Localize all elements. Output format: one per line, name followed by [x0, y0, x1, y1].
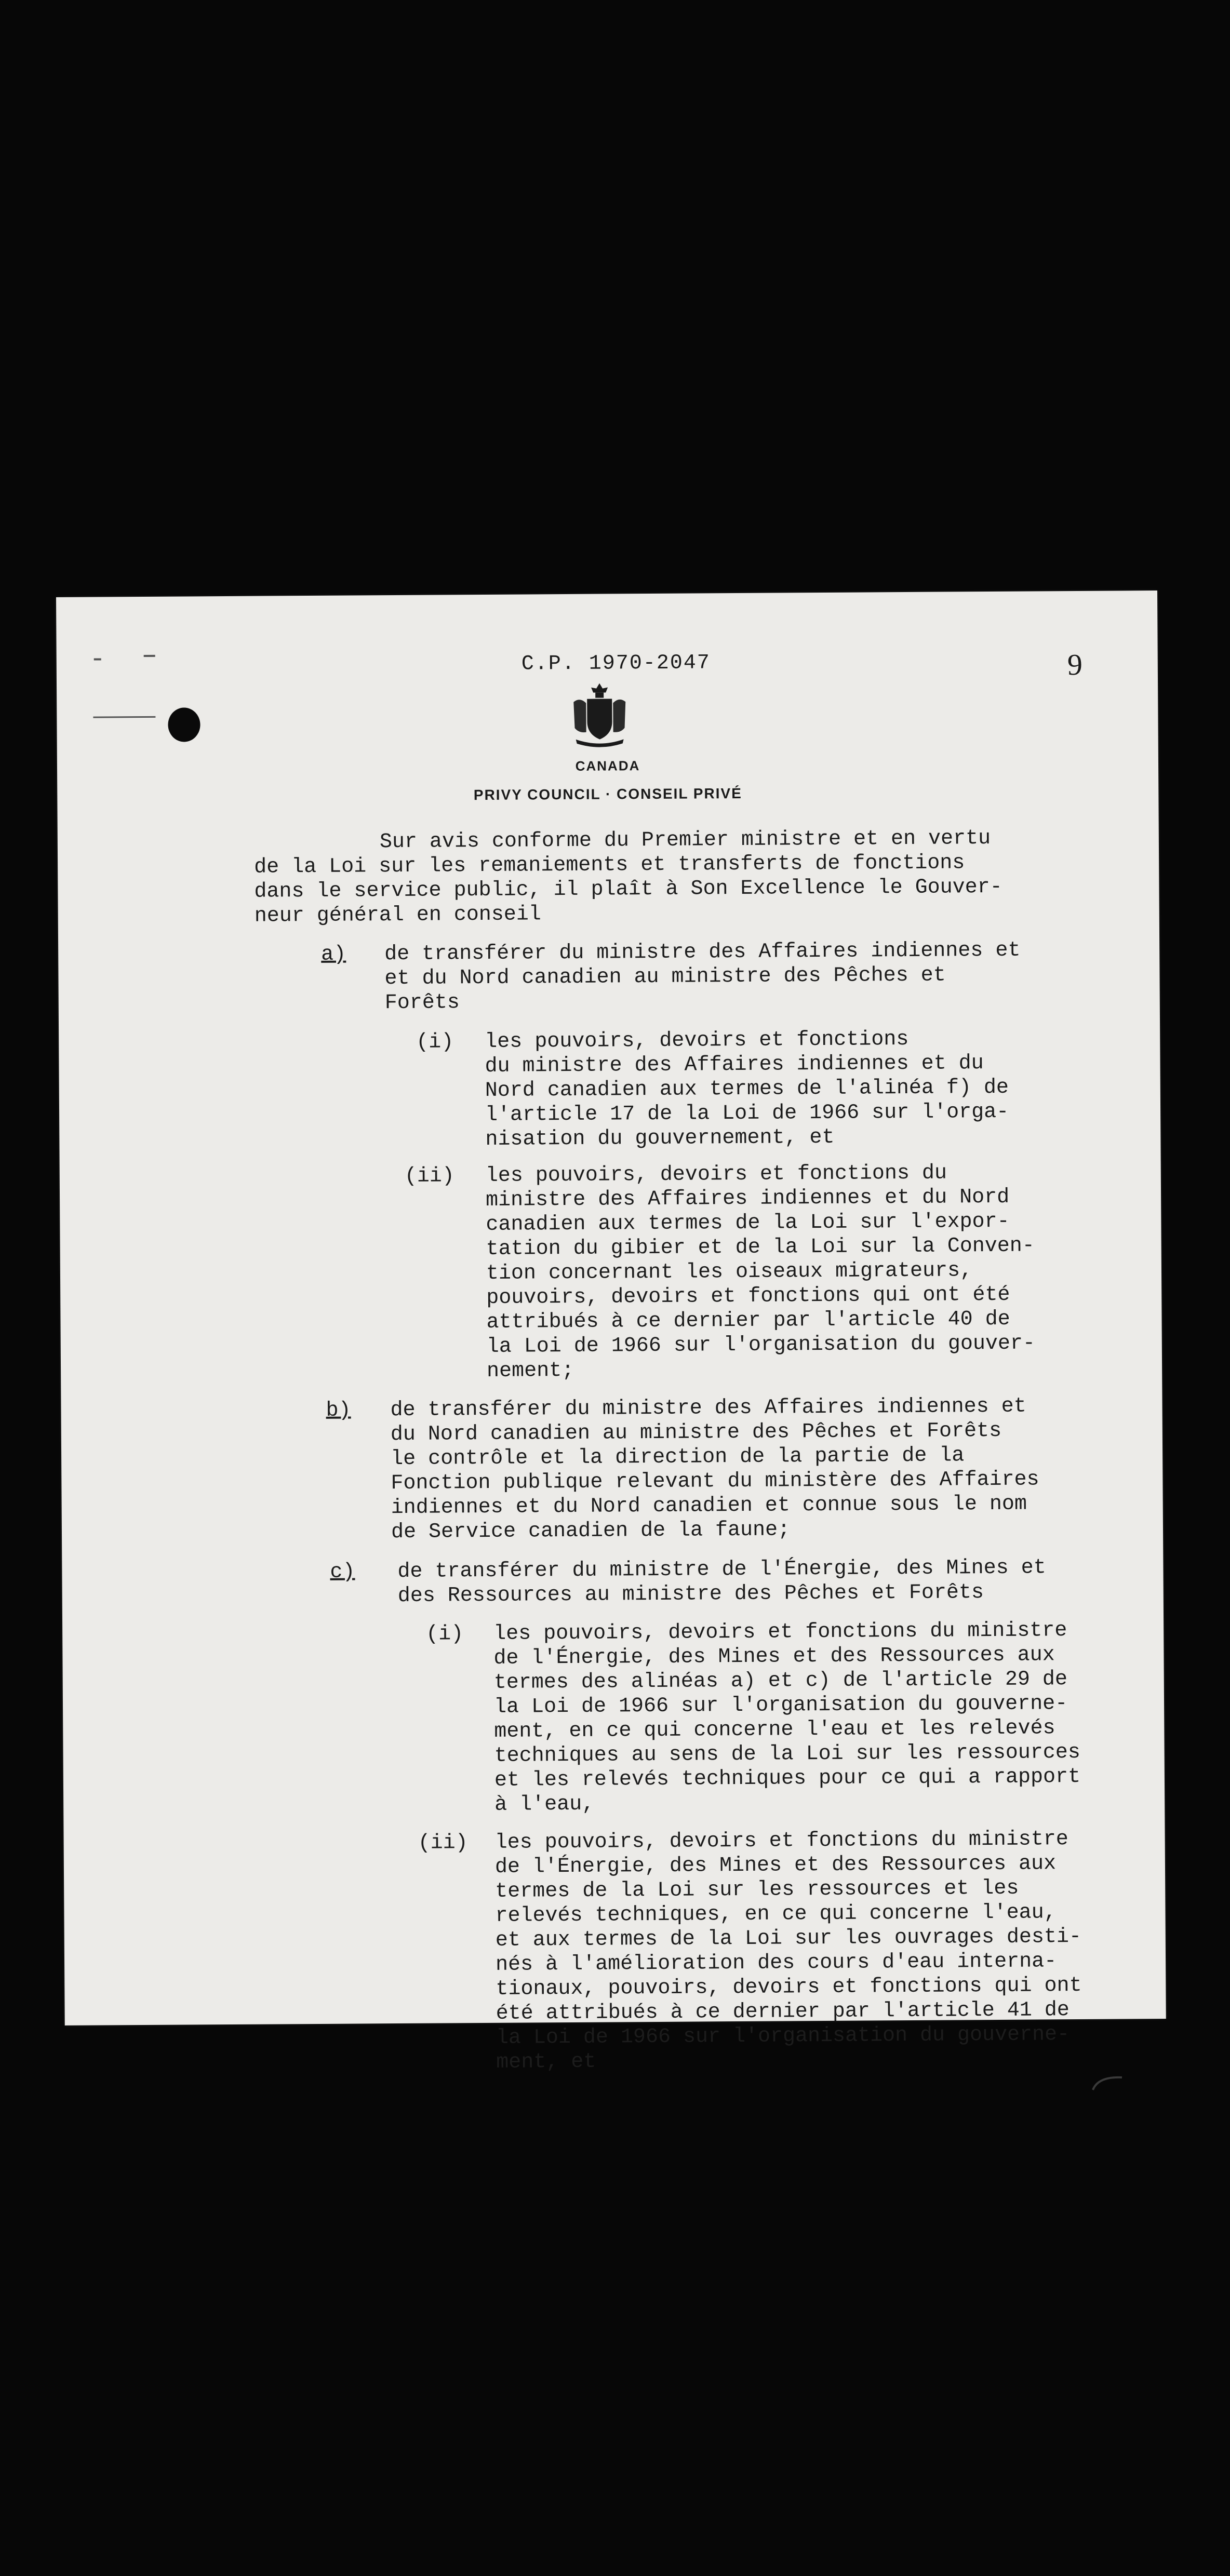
- item-c-sub-ii-line: été attribués à ce dernier par l'article 41 de: [496, 1998, 1069, 2025]
- item-a-sub-ii-line: tion concernant les oiseaux migrateurs,: [486, 1259, 973, 1285]
- item-a-sub-i-line: nisation du gouvernement, et: [485, 1125, 835, 1151]
- item-b-line: indiennes et du Nord canadien et connue sous le nom: [391, 1492, 1027, 1520]
- order-in-council-number: C.P. 1970-2047: [521, 651, 711, 676]
- item-a-sub-i-line: les pouvoirs, devoirs et fonctions: [485, 1027, 909, 1054]
- item-c-sub-i-line: ment, en ce qui concerne l'eau et les relevés: [494, 1716, 1055, 1743]
- item-b-line: du Nord canadien au ministre des Pêches et Forêts: [390, 1419, 1002, 1447]
- intro-line: Sur avis conforme du Premier ministre et en vertu: [379, 827, 991, 854]
- item-c-sub-ii-line: les pouvoirs, devoirs et fonctions du ministre: [494, 1828, 1068, 1855]
- item-a-sub-ii-line: canadien aux termes de la Loi sur l'expor-: [486, 1210, 1010, 1237]
- film-scratch: [1091, 2072, 1143, 2093]
- item-b-label: b): [326, 1399, 351, 1423]
- order-body: [56, 591, 1166, 2074]
- item-a-sub-i-line: du ministre des Affaires indiennes et du: [485, 1052, 984, 1078]
- item-c-sub-i-line: les pouvoirs, devoirs et fonctions du ministre: [493, 1619, 1067, 1646]
- item-a-line: de transférer du ministre des Affaires indiennes et: [384, 938, 1021, 967]
- intro-line: de la Loi sur les remaniements et transferts de fonctions: [254, 851, 965, 879]
- item-c-sub-ii-line: et aux termes de la Loi sur les ouvrages desti-: [495, 1925, 1082, 1952]
- document-page: [56, 591, 1166, 2074]
- item-c-sub-i-line: la Loi de 1966 sur l'organisation du gouverne-: [493, 1692, 1068, 1719]
- letterhead-country: CANADA: [575, 758, 640, 774]
- item-a-label: a): [321, 943, 346, 967]
- item-c-sub-ii-line: relevés techniques, en ce qui concerne l'eau,: [495, 1901, 1057, 1928]
- item-c-sub-ii-line: ment, et: [496, 2050, 596, 2074]
- item-a-sub-i-label: (i): [416, 1030, 454, 1054]
- item-c-sub-i-line: et les relevés techniques pour ce qui a rapport: [494, 1765, 1081, 1792]
- item-c-sub-ii-line: nés à l'amélioration des cours d'eau interna-: [495, 1950, 1057, 1977]
- item-c-sub-i-line: à l'eau,: [494, 1792, 595, 1817]
- item-b-line: de transférer du ministre des Affaires indiennes et: [390, 1394, 1026, 1423]
- item-a-sub-i-line: l'article 17 de la Loi de 1966 sur l'orga-: [485, 1100, 1009, 1127]
- intro-line: neur général en conseil: [254, 903, 541, 928]
- item-c-sub-ii-line: termes de la Loi sur les ressources et les: [495, 1876, 1019, 1903]
- item-c-sub-i-label: (i): [426, 1622, 464, 1646]
- item-c-sub-ii-label: (ii): [418, 1831, 468, 1855]
- item-a-sub-ii-line: les pouvoirs, devoirs et fonctions du: [485, 1161, 947, 1188]
- item-a-sub-ii-label: (ii): [404, 1164, 454, 1188]
- item-c-line: des Ressources au ministre des Pêches et Forêts: [397, 1581, 984, 1608]
- item-a-sub-ii-line: tation du gibier et de la Loi sur la Conven-: [486, 1234, 1035, 1261]
- item-a-line: et du Nord canadien au ministre des Pêches et: [384, 963, 946, 991]
- item-c-sub-ii-line: de l'Énergie, des Mines et des Ressources aux: [494, 1852, 1057, 1879]
- item-c-sub-i-line: termes des alinéas a) et c) de l'article 29 de: [493, 1668, 1068, 1695]
- item-a-sub-ii-line: ministre des Affaires indiennes et du Nord: [485, 1185, 1010, 1212]
- item-a-sub-ii-line: pouvoirs, devoirs et fonctions qui ont été: [486, 1283, 1010, 1310]
- item-c-line: de transférer du ministre de l'Énergie, des Mines et: [397, 1556, 1046, 1584]
- item-a-line: Forêts: [384, 991, 460, 1015]
- item-b-line: Fonction publique relevant du ministère des Affaires: [391, 1468, 1039, 1496]
- item-b-line: le contrôle et la direction de la partie de la: [391, 1444, 965, 1471]
- item-a-sub-ii-line: attribués à ce dernier par l'article 40 de: [486, 1307, 1010, 1334]
- item-c-sub-i-line: de l'Énergie, des Mines et des Ressources aux: [493, 1643, 1055, 1670]
- item-a-sub-ii-line: la Loi de 1966 sur l'organisation du gouver-: [486, 1332, 1036, 1359]
- item-c-label: c): [330, 1560, 355, 1584]
- item-c-sub-ii-line: la Loi de 1966 sur l'organisation du gouverne-: [496, 2023, 1070, 2050]
- item-b-line: de Service canadien de la faune;: [391, 1518, 791, 1545]
- item-c-sub-ii-line: tionaux, pouvoirs, devoirs et fonctions qui ont: [496, 1974, 1082, 2001]
- intro-line: dans le service public, il plaît à Son Excellence le Gouver-: [254, 875, 1002, 904]
- item-c-sub-i-line: techniques au sens de la Loi sur les ressources: [494, 1740, 1080, 1768]
- item-a-sub-ii-line: nement;: [486, 1359, 574, 1383]
- letterhead-council: PRIVY COUNCIL · CONSEIL PRIVÉ: [473, 785, 742, 803]
- item-a-sub-i-line: Nord canadien aux termes de l'alinéa f) de: [485, 1076, 1009, 1103]
- page-number: 9: [1067, 647, 1083, 682]
